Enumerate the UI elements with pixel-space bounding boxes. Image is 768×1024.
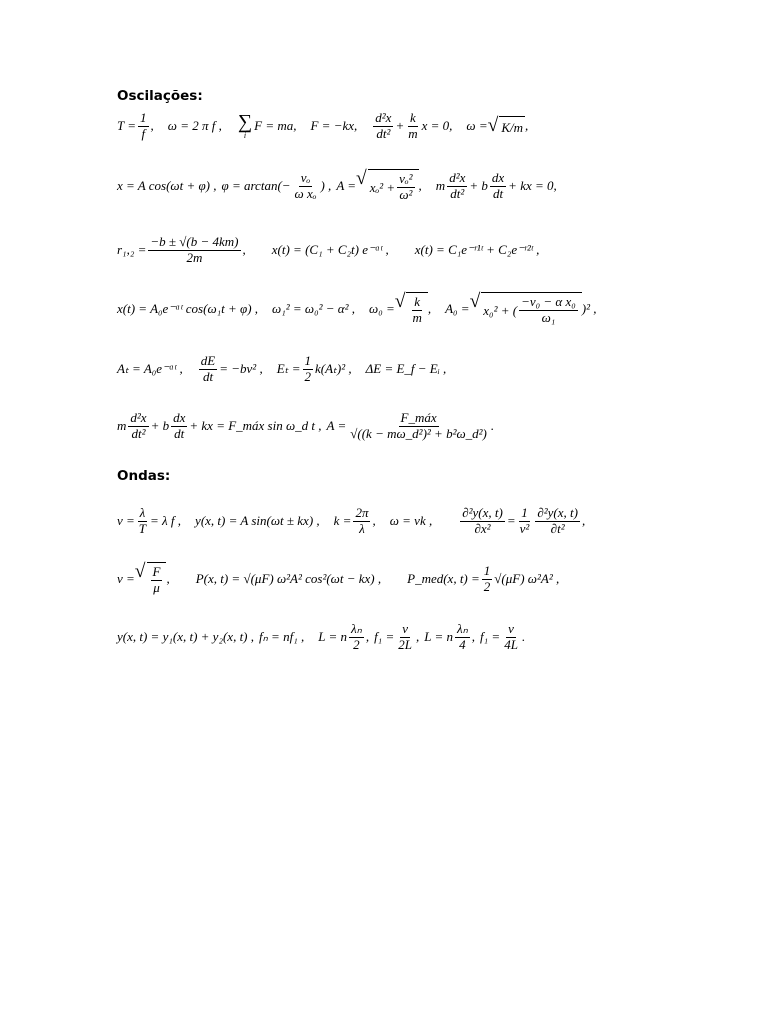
- equation-line-1: [117, 98, 528, 154]
- eq-length-open: L = n: [424, 629, 453, 644]
- equation-line-7: [117, 493, 585, 549]
- fraction: [349, 622, 364, 653]
- eq-energy-loss: = −bv² ,: [219, 361, 263, 376]
- eq-omega-km: ω =: [466, 118, 488, 133]
- eq-position: x = A cos(ωt + φ) ,: [117, 178, 217, 193]
- eq-mean-power: P_med(x, t) =: [407, 571, 480, 586]
- fraction: [482, 564, 493, 595]
- eq-natural-frequency: ω₀ =: [369, 301, 395, 316]
- denominator: dt²: [450, 185, 465, 201]
- denominator: dt: [174, 425, 185, 441]
- numerator: v: [508, 620, 514, 636]
- fraction: [199, 354, 217, 385]
- denominator: ∂x²: [474, 520, 491, 536]
- denominator: ∂t²: [550, 520, 565, 536]
- radicand-term: xₒ² +: [369, 179, 396, 195]
- equation-line-9: [117, 609, 525, 665]
- operator: + b: [469, 178, 488, 193]
- operator: + b: [150, 418, 170, 433]
- numerator: dx: [173, 409, 186, 425]
- eq-roots: r₁,₂ =: [117, 242, 147, 257]
- sigma-index: i: [243, 131, 247, 140]
- fraction: [303, 354, 314, 385]
- denominator: √((k − mω_d²)² + b²ω_d²): [350, 425, 487, 441]
- numerator: dE: [200, 352, 216, 368]
- operator: +: [395, 118, 405, 133]
- section-heading-oscillations: Oscilações:: [117, 88, 203, 104]
- fraction: [410, 295, 423, 326]
- punct: ,: [242, 242, 246, 257]
- eq-fundamental-fixed: f₁ =: [374, 629, 395, 644]
- numerator: 1: [140, 109, 147, 125]
- punct: ,: [427, 301, 432, 316]
- section-heading-waves: Ondas:: [117, 468, 171, 484]
- radicand-term: x₀² + (: [483, 302, 518, 318]
- fraction: [396, 622, 414, 653]
- eq-period: T =: [117, 118, 137, 133]
- fraction: [406, 111, 419, 142]
- eq-newton: F = ma,: [254, 118, 297, 133]
- radicand: [481, 292, 582, 326]
- eq-harmonics: fₙ = nf₁ ,: [259, 629, 305, 644]
- denominator: ω₁: [541, 310, 556, 325]
- eq-amplitude: A =: [336, 178, 357, 193]
- square-root: [395, 292, 428, 326]
- punct: ,: [524, 118, 529, 133]
- eq-wave-speed: v =: [117, 513, 135, 528]
- numerator: ∂²y(x, t): [537, 504, 578, 520]
- fraction: [460, 506, 505, 537]
- radical-sign: √: [394, 291, 406, 313]
- denominator: m: [408, 125, 418, 141]
- fraction: [148, 235, 240, 266]
- eq-damped-frequency: ω₁² = ω₀² − α² ,: [272, 301, 356, 316]
- radical-sign: √: [487, 115, 499, 137]
- eq-wave-speed-end: = λ f ,: [150, 513, 182, 528]
- eq-length-fixed: L = n: [318, 629, 347, 644]
- eq-superposition: y(x, t) = y₁(x, t) + y₂(x, t) ,: [117, 629, 255, 644]
- eq-energy-difference: ΔE = E_f − Eᵢ ,: [365, 361, 447, 376]
- punct: )² ,: [581, 301, 597, 316]
- denominator: 2: [304, 368, 312, 384]
- punct: ,: [365, 629, 370, 644]
- radical-sign: √: [134, 561, 146, 583]
- fraction: [535, 506, 580, 537]
- denominator: 4: [459, 636, 466, 652]
- eq-hooke: F = −kx,: [310, 118, 358, 133]
- fraction: [128, 411, 148, 442]
- equation-line-2: [117, 158, 557, 214]
- fraction: [348, 411, 489, 442]
- numerator: d²x: [449, 169, 466, 185]
- equation-line-4: [117, 281, 597, 337]
- radical-sign: √: [469, 291, 481, 313]
- equation-line-8: [117, 551, 559, 607]
- summation-symbol: [238, 112, 252, 140]
- radicand: [368, 169, 419, 203]
- radical-sign: √: [356, 168, 367, 190]
- denominator: 2m: [186, 249, 203, 265]
- numerator: d²x: [375, 109, 392, 125]
- denominator: v²: [519, 520, 530, 536]
- fraction: [137, 506, 148, 537]
- numerator: λ: [139, 504, 146, 520]
- fraction: [455, 622, 470, 653]
- fraction: [293, 171, 319, 202]
- denominator: dt²: [376, 125, 391, 141]
- square-root: [470, 292, 582, 326]
- eq-amplitude-decay: Aₜ = A₀e⁻ᵅᵗ ,: [117, 361, 183, 376]
- numerator: −v₀ − α x₀: [521, 294, 576, 310]
- fraction: [519, 295, 578, 326]
- denominator: dt²: [131, 425, 146, 441]
- denominator: μ: [153, 580, 160, 595]
- denominator: λ: [359, 520, 365, 536]
- eq-total-energy-end: k(Aₜ)² ,: [315, 361, 352, 376]
- punct: ,: [372, 513, 376, 528]
- eq-damped-mass: m: [435, 178, 446, 193]
- numerator: 1: [304, 352, 312, 368]
- denominator: ω xₒ: [294, 185, 317, 201]
- equation-line-3: [117, 222, 539, 278]
- fraction: [353, 506, 370, 537]
- eq-angular-frequency: ω = 2 π f ,: [167, 118, 222, 133]
- radicand: [406, 292, 427, 326]
- eq-underdamped: x(t) = A₀e⁻ᵅᵗ cos(ω₁t + φ) ,: [117, 301, 259, 316]
- eq-forced-mass: m: [117, 418, 127, 433]
- fraction: [518, 506, 532, 537]
- numerator: 1: [483, 562, 491, 578]
- denominator: dt: [202, 368, 214, 384]
- eq-forced-amplitude: A =: [326, 418, 347, 433]
- eq-overdamping: x(t) = C₁e⁻ʳ¹ᵗ + C₂e⁻ʳ²ᵗ ,: [414, 242, 540, 257]
- numerator: F: [152, 564, 161, 580]
- numerator: dx: [491, 169, 505, 185]
- eq-wave-function: y(x, t) = A sin(ωt ± kx) ,: [195, 513, 320, 528]
- denominator: m: [412, 310, 422, 325]
- eq-critical-damping: x(t) = (C₁ + C₂t) e⁻ᵅᵗ ,: [271, 242, 389, 257]
- punct: ,: [418, 178, 422, 193]
- radicand: [147, 562, 170, 596]
- punct: ,: [581, 513, 586, 528]
- numerator: ∂²y(x, t): [462, 504, 503, 520]
- fraction: [151, 565, 163, 596]
- punct: ) ,: [320, 178, 332, 193]
- numerator: k: [414, 294, 421, 310]
- numerator: 1: [521, 504, 528, 520]
- square-root: [356, 169, 419, 203]
- eq-dispersion: ω = vk ,: [389, 513, 433, 528]
- punct: ,: [415, 629, 420, 644]
- square-root: [134, 561, 170, 596]
- denominator: ω²: [399, 187, 413, 202]
- denominator: 2: [353, 636, 360, 652]
- numerator: vₒ²: [399, 171, 413, 187]
- eq-instant-power: P(x, t) = √(μF) ω²A² cos²(ωt − kx) ,: [195, 571, 382, 586]
- numerator: λₙ: [351, 620, 362, 636]
- fraction: [138, 111, 149, 142]
- denominator: f: [141, 125, 146, 141]
- numerator: vₒ: [300, 169, 311, 185]
- eq-string-speed: v =: [117, 571, 135, 586]
- punct: ,: [150, 118, 154, 133]
- eq-initial-amplitude: A₀ =: [445, 301, 470, 316]
- punct: ,: [471, 629, 476, 644]
- eq-shm-end: x = 0,: [421, 118, 453, 133]
- sigma: ∑: [237, 111, 253, 133]
- eq-mean-power-end: √(μF) ω²A² ,: [494, 571, 560, 586]
- denominator: T: [138, 520, 147, 536]
- fraction: [397, 172, 414, 203]
- eq-wave-number: k =: [333, 513, 352, 528]
- eq-phase: φ = arctan(−: [221, 178, 291, 193]
- numerator: v: [402, 620, 408, 636]
- punct: .: [490, 418, 495, 433]
- denominator: 2: [483, 578, 491, 594]
- denominator: 2L: [398, 636, 412, 652]
- eq-forced-end: + kx = F_máx sin ω_d t ,: [189, 418, 322, 433]
- numerator: d²x: [130, 409, 147, 425]
- numerator: 2π: [355, 504, 369, 520]
- equation-line-5: [117, 341, 446, 397]
- eq-damped-end: + kx = 0,: [508, 178, 557, 193]
- square-root: [488, 116, 525, 136]
- numerator: −b ± √(b − 4km): [150, 233, 239, 249]
- eq-total-energy: Eₜ =: [276, 361, 301, 376]
- punct: .: [521, 629, 526, 644]
- fraction: [490, 171, 506, 202]
- denominator: dt: [492, 185, 504, 201]
- denominator: 4L: [504, 636, 518, 652]
- punct: ,: [166, 571, 170, 586]
- eq-fundamental-open: f₁ =: [480, 629, 501, 644]
- numerator: F_máx: [400, 409, 437, 425]
- equation-line-6: [117, 398, 494, 454]
- radicand: K/m: [499, 116, 525, 136]
- fraction: [502, 622, 520, 653]
- fraction: [373, 111, 393, 142]
- operator: =: [506, 513, 516, 528]
- fraction: [171, 411, 187, 442]
- numerator: k: [410, 109, 416, 125]
- numerator: λₙ: [456, 620, 468, 636]
- fraction: [447, 171, 467, 202]
